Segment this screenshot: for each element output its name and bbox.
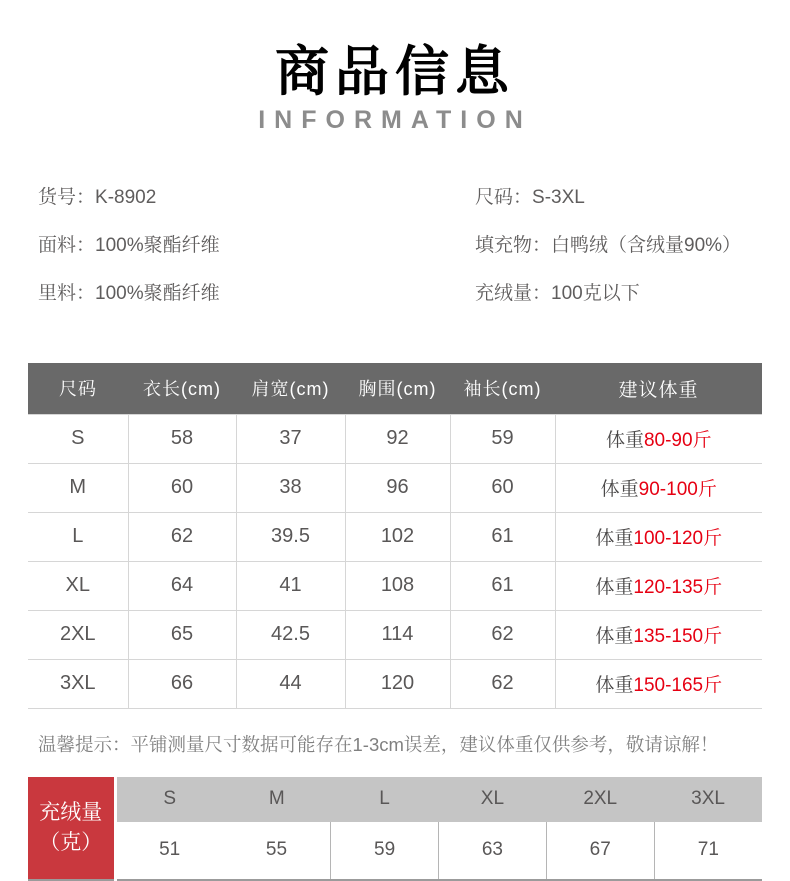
cell-chest: 108 <box>345 561 450 610</box>
weight-range: 135-150斤 <box>633 626 723 647</box>
weight-prefix: 体重 <box>605 430 644 451</box>
attr-label: 充绒量： <box>475 283 552 304</box>
measurement-tip: 温馨提示：平铺测量尺寸数据可能存在1-3cm误差，建议体重仅供参考，敬请谅解！ <box>38 733 719 755</box>
cell-shoulder: 37 <box>236 414 345 463</box>
cell-sleeve: 60 <box>450 463 555 512</box>
fill-value-l: 59 <box>331 822 439 880</box>
weight-range: 90-100斤 <box>638 479 717 500</box>
cell-sleeve: 62 <box>450 659 555 708</box>
cell-length: 58 <box>128 414 236 463</box>
attr-label: 里料： <box>38 283 96 304</box>
fill-value-m: 55 <box>223 822 331 880</box>
cell-shoulder: 42.5 <box>236 610 345 659</box>
table-row-s <box>28 414 762 463</box>
col-header-size: 尺码 <box>28 363 128 414</box>
cell-size: L <box>28 512 128 561</box>
fill-weight-table <box>28 777 762 881</box>
fill-weight-row-header <box>28 777 115 880</box>
fill-col-header-3xl: 3XL <box>654 777 762 822</box>
attr-down-weight <box>475 283 752 305</box>
table-header-row <box>28 363 762 414</box>
page-header <box>0 0 790 135</box>
table-row-3xl <box>28 659 762 708</box>
attr-label: 尺码： <box>475 187 533 208</box>
cell-size: 3XL <box>28 659 128 708</box>
fill-value-xl: 63 <box>438 822 546 880</box>
attr-shell-fabric <box>38 235 475 257</box>
attr-label: 货号： <box>38 187 96 208</box>
attr-filling <box>475 235 752 257</box>
attr-item-number <box>38 187 475 209</box>
weight-range: 150-165斤 <box>633 675 723 696</box>
fill-table-values-row <box>28 822 762 880</box>
fill-value-3xl: 71 <box>654 822 762 880</box>
attr-value: 白鸭绒（含绒量90%） <box>551 235 742 256</box>
page-subtitle: INFORMATION <box>258 106 532 134</box>
fill-col-header-m: M <box>223 777 331 822</box>
cell-chest: 102 <box>345 512 450 561</box>
col-header-shoulder: 肩宽(cm) <box>236 363 345 414</box>
cell-chest: 96 <box>345 463 450 512</box>
weight-prefix: 体重 <box>595 577 634 598</box>
cell-weight <box>555 512 762 561</box>
weight-prefix: 体重 <box>595 626 634 647</box>
cell-sleeve: 62 <box>450 610 555 659</box>
weight-range: 100-120斤 <box>633 528 723 549</box>
table-row-m <box>28 463 762 512</box>
fill-col-header-xl: XL <box>438 777 546 822</box>
cell-length: 65 <box>128 610 236 659</box>
weight-prefix: 体重 <box>600 479 639 500</box>
cell-size: XL <box>28 561 128 610</box>
weight-prefix: 体重 <box>595 528 634 549</box>
table-row-xl <box>28 561 762 610</box>
weight-range: 80-90斤 <box>643 430 712 451</box>
cell-weight <box>555 414 762 463</box>
page-title: 商品信息 <box>275 42 515 102</box>
cell-sleeve: 61 <box>450 512 555 561</box>
size-chart-body <box>28 414 762 708</box>
size-chart-table <box>28 363 762 709</box>
attr-value: 100%聚酯纤维 <box>95 283 220 304</box>
attr-value: S-3XL <box>532 187 585 208</box>
cell-shoulder: 41 <box>236 561 345 610</box>
cell-sleeve: 61 <box>450 561 555 610</box>
size-chart-header <box>28 363 762 414</box>
attr-value: 100%聚酯纤维 <box>95 235 220 256</box>
fill-weight-label-line2: （克） <box>39 830 103 854</box>
cell-shoulder: 44 <box>236 659 345 708</box>
fill-weight-label-line1: 充绒量 <box>39 800 103 824</box>
attr-value: 100克以下 <box>551 283 640 304</box>
cell-size: M <box>28 463 128 512</box>
product-attributes <box>38 187 752 331</box>
attr-label: 填充物： <box>475 235 552 256</box>
fill-value-2xl: 67 <box>546 822 654 880</box>
cell-shoulder: 38 <box>236 463 345 512</box>
weight-range: 120-135斤 <box>633 577 723 598</box>
col-header-length: 衣长(cm) <box>128 363 236 414</box>
attr-lining-fabric <box>38 283 475 305</box>
cell-sleeve: 59 <box>450 414 555 463</box>
attr-value: K-8902 <box>95 187 157 208</box>
fill-table-header-row <box>28 777 762 822</box>
col-header-sleeve: 袖长(cm) <box>450 363 555 414</box>
weight-prefix: 体重 <box>595 675 634 696</box>
fill-col-header-l: L <box>331 777 439 822</box>
cell-weight <box>555 610 762 659</box>
cell-length: 64 <box>128 561 236 610</box>
cell-length: 66 <box>128 659 236 708</box>
cell-shoulder: 39.5 <box>236 512 345 561</box>
product-attributes-right <box>475 187 752 331</box>
attr-label: 面料： <box>38 235 96 256</box>
cell-weight <box>555 659 762 708</box>
attr-size-range <box>475 187 752 209</box>
cell-weight <box>555 463 762 512</box>
cell-chest: 114 <box>345 610 450 659</box>
fill-value-s: 51 <box>115 822 223 880</box>
cell-size: S <box>28 414 128 463</box>
table-row-l <box>28 512 762 561</box>
cell-length: 62 <box>128 512 236 561</box>
fill-col-header-2xl: 2XL <box>546 777 654 822</box>
cell-chest: 92 <box>345 414 450 463</box>
table-row-2xl <box>28 610 762 659</box>
cell-chest: 120 <box>345 659 450 708</box>
cell-weight <box>555 561 762 610</box>
product-attributes-left <box>38 187 475 331</box>
cell-length: 60 <box>128 463 236 512</box>
col-header-chest: 胸围(cm) <box>345 363 450 414</box>
col-header-weight: 建议体重 <box>555 363 762 414</box>
cell-size: 2XL <box>28 610 128 659</box>
fill-col-header-s: S <box>115 777 223 822</box>
